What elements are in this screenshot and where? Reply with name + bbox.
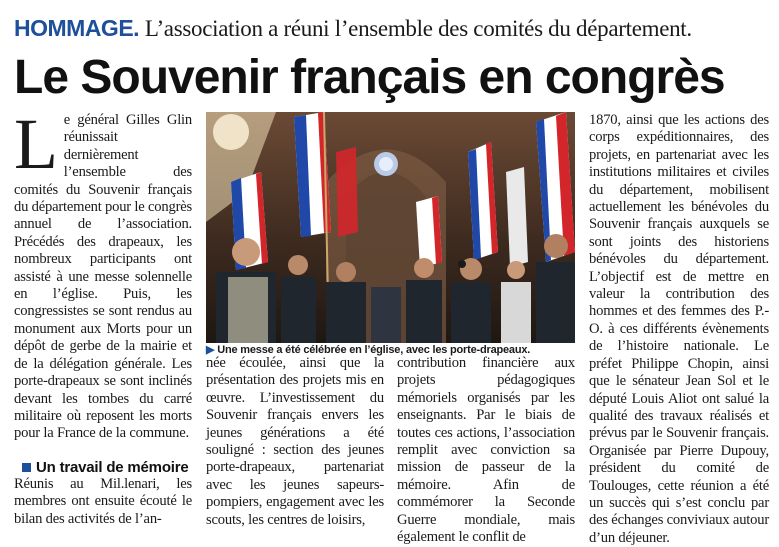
article-column-2 [206,355,384,530]
article-column-1 [14,104,192,532]
church-photo-illustration [206,112,575,343]
subheading-text: Un travail de mémoire [36,458,189,476]
column-4-paragraph: 1870, ainsi que les actions des corps expéditionnaires, des projets, en partenariat avec les institutions militaires et civiles du département, mobilisent actuellement les bénévoles du Souvenir français auxquels se sont joints des historiens bénévoles du département. L’objectif est de mettre en valeur la contribution des hommes et des femmes des P.-O. à ces différents évènements de l’histoire nationale. Le préfet Philippe Chopin, ainsi que le sénateur Jean Sol et le député Louis Aliot ont salué la qualité des travaux réalisés et prévus par le Souvenir français. Organisée par Pierre Dupouy, président du comité de Toulouges, cette réunion a été un succès qui s’est conclu par des échanges conviviaux autour d’un déjeuner. [589,112,770,546]
photo-caption-text: Une messe a été célébrée en l’église, avec les porte-drapeaux. [217,344,531,356]
subheading [22,459,192,476]
column-3-paragraph: contribution financière aux projets pédagogiques mémoriels organisés par les enseignants. Par le biais de toutes ces actions, l’association remplit avec conviction sa mission de passeur de la mémoire. Afin de commémorer la Seconde Guerre mondiale, mais également le conflit de [397,355,575,546]
headline: Le Souvenir français en congrès [14,51,725,104]
section-tag: HOMMAGE. [14,15,140,41]
column-2-paragraph: née écoulée, ainsi que la présentation des projets mis en œuvre. L’investissement du Souvenir français envers les jeunes générations a été souligné : section des jeunes porte-drapeaux, partenariat avec les jeunes sapeurs-pompiers, engagement avec les scouts, les centres de loisirs, [206,355,384,528]
drop-cap: L [14,104,58,184]
article-column-3 [397,355,575,546]
square-bullet-icon [22,463,31,472]
caption-triangle-icon: ▶ [206,344,215,356]
kicker-text: L’association a réuni l’ensemble des comités du département. [144,16,692,41]
intro-paragraph: e général Gilles Glin réunissait dernièrement l’ensemble des comités du Souvenir français du département pour le congrès annuel de l’association. Précédés des drapeaux, les nombreux participants ont assisté à une messe solennelle en l’église. Puis, les congressistes se sont rendus au monument aux Morts pour un dépôt de gerbe de la mairie et de la délégation générale. Les porte-drapeaux se sont inclinés devant les tombes du carré militaire où reposent les morts pour la France de la commune. [14,112,192,442]
church-photo [206,112,575,343]
column-1-end-paragraph: Réunis au Mil.lenari, les membres ont ensuite écouté le bilan des activités de l’an- [14,475,192,527]
article-column-4 [589,112,770,546]
kicker-line [14,14,774,43]
